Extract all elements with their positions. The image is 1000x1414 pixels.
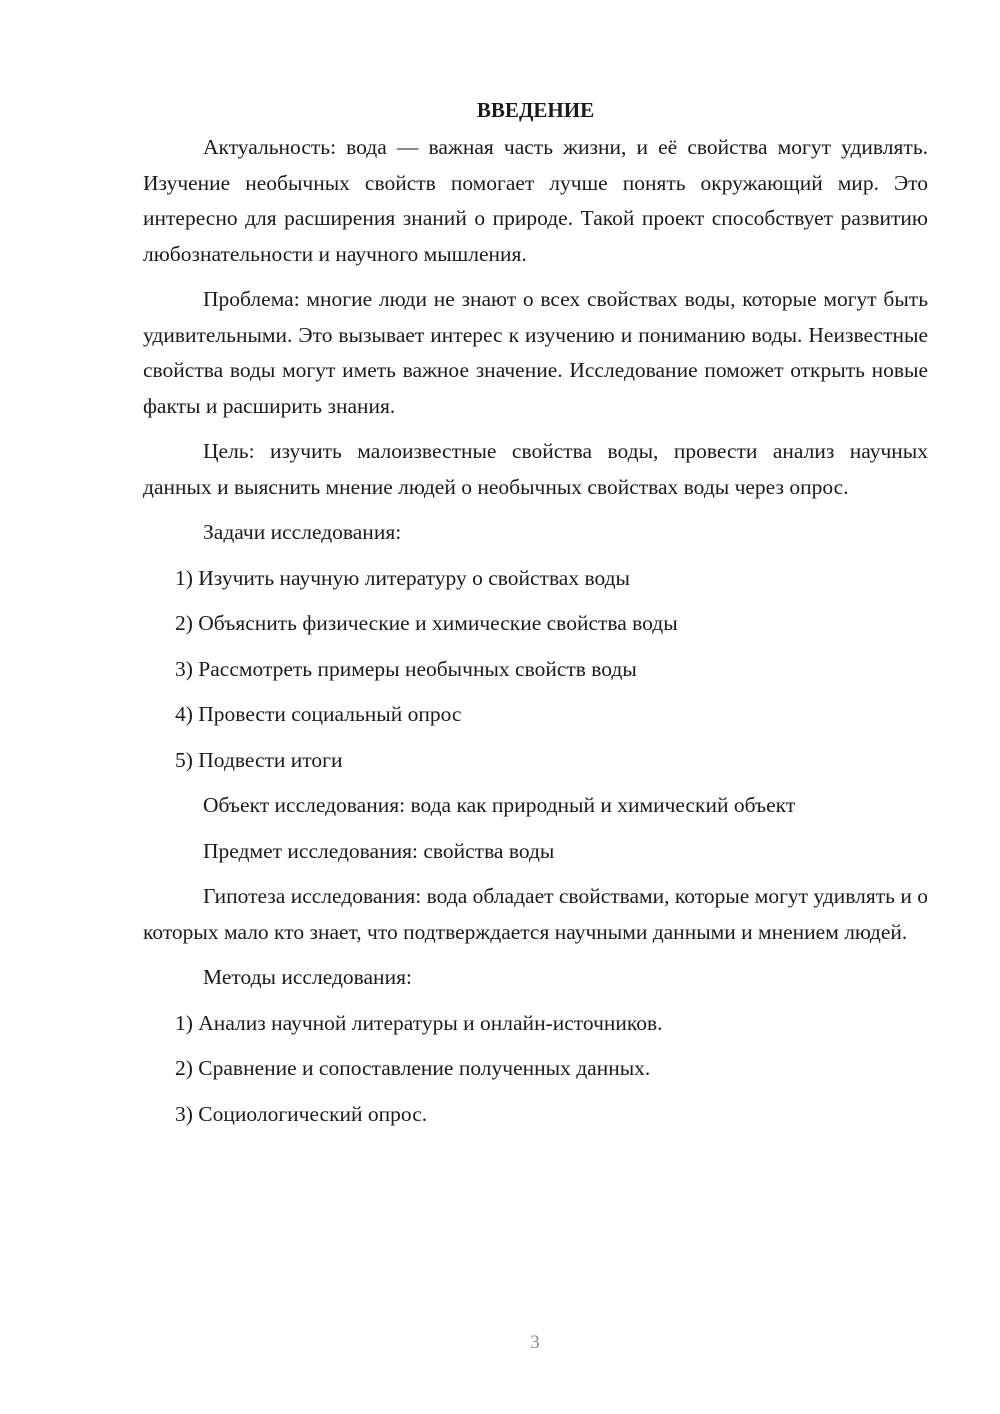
research-object: Объект исследования: вода как природный и химический объект	[203, 793, 796, 817]
document-page	[143, 92, 928, 1142]
task-item: 4) Провести социальный опрос	[175, 702, 462, 726]
method-item: 1) Анализ научной литературы и онлайн-источников.	[175, 1010, 663, 1035]
method-item: 3) Социологический опрос.	[175, 1101, 428, 1126]
task-item: 1) Изучить научную литературу о свойствах воды	[175, 565, 630, 590]
research-subject: Предмет исследования: свойства воды	[203, 838, 555, 863]
goal-paragraph: Цель: изучить малоизвестные свойства воды, провести анализ научных данных и выяснить мнение людей о необычных свойствах воды через опрос.	[143, 439, 928, 499]
task-item: 2) Объяснить физические и химические свойства воды	[175, 611, 678, 635]
page-number: 3	[530, 1332, 540, 1353]
hypothesis-paragraph: Гипотеза исследования: вода обладает свойствами, которые могут удивлять и о которых мало кто знает, что подтверждается научными данными и мнением людей.	[143, 884, 928, 944]
methods-heading: Методы исследования:	[203, 965, 412, 989]
problem-paragraph: Проблема: многие люди не знают о всех свойствах воды, которые могут быть удивительными. Это вызывает интерес к изучению и пониманию воды. Неизвестные свойства воды могут иметь важное значение. Исследование поможет открыть новые факты и расширить знания.	[143, 287, 928, 418]
relevance-paragraph: Актуальность: вода — важная часть жизни, и её свойства могут удивлять. Изучение необычных свойств помогает лучше понять окружающий мир. Это интересно для расширения знаний о природе. Такой проект способствует развитию любознательности и научного мышления.	[143, 135, 928, 266]
tasks-heading: Задачи исследования:	[203, 520, 402, 544]
task-item: 5) Подвести итоги	[175, 747, 343, 772]
method-item: 2) Сравнение и сопоставление полученных данных.	[175, 1056, 651, 1080]
task-item: 3) Рассмотреть примеры необычных свойств воды	[175, 656, 637, 681]
section-title: ВВЕДЕНИЕ	[476, 98, 595, 122]
